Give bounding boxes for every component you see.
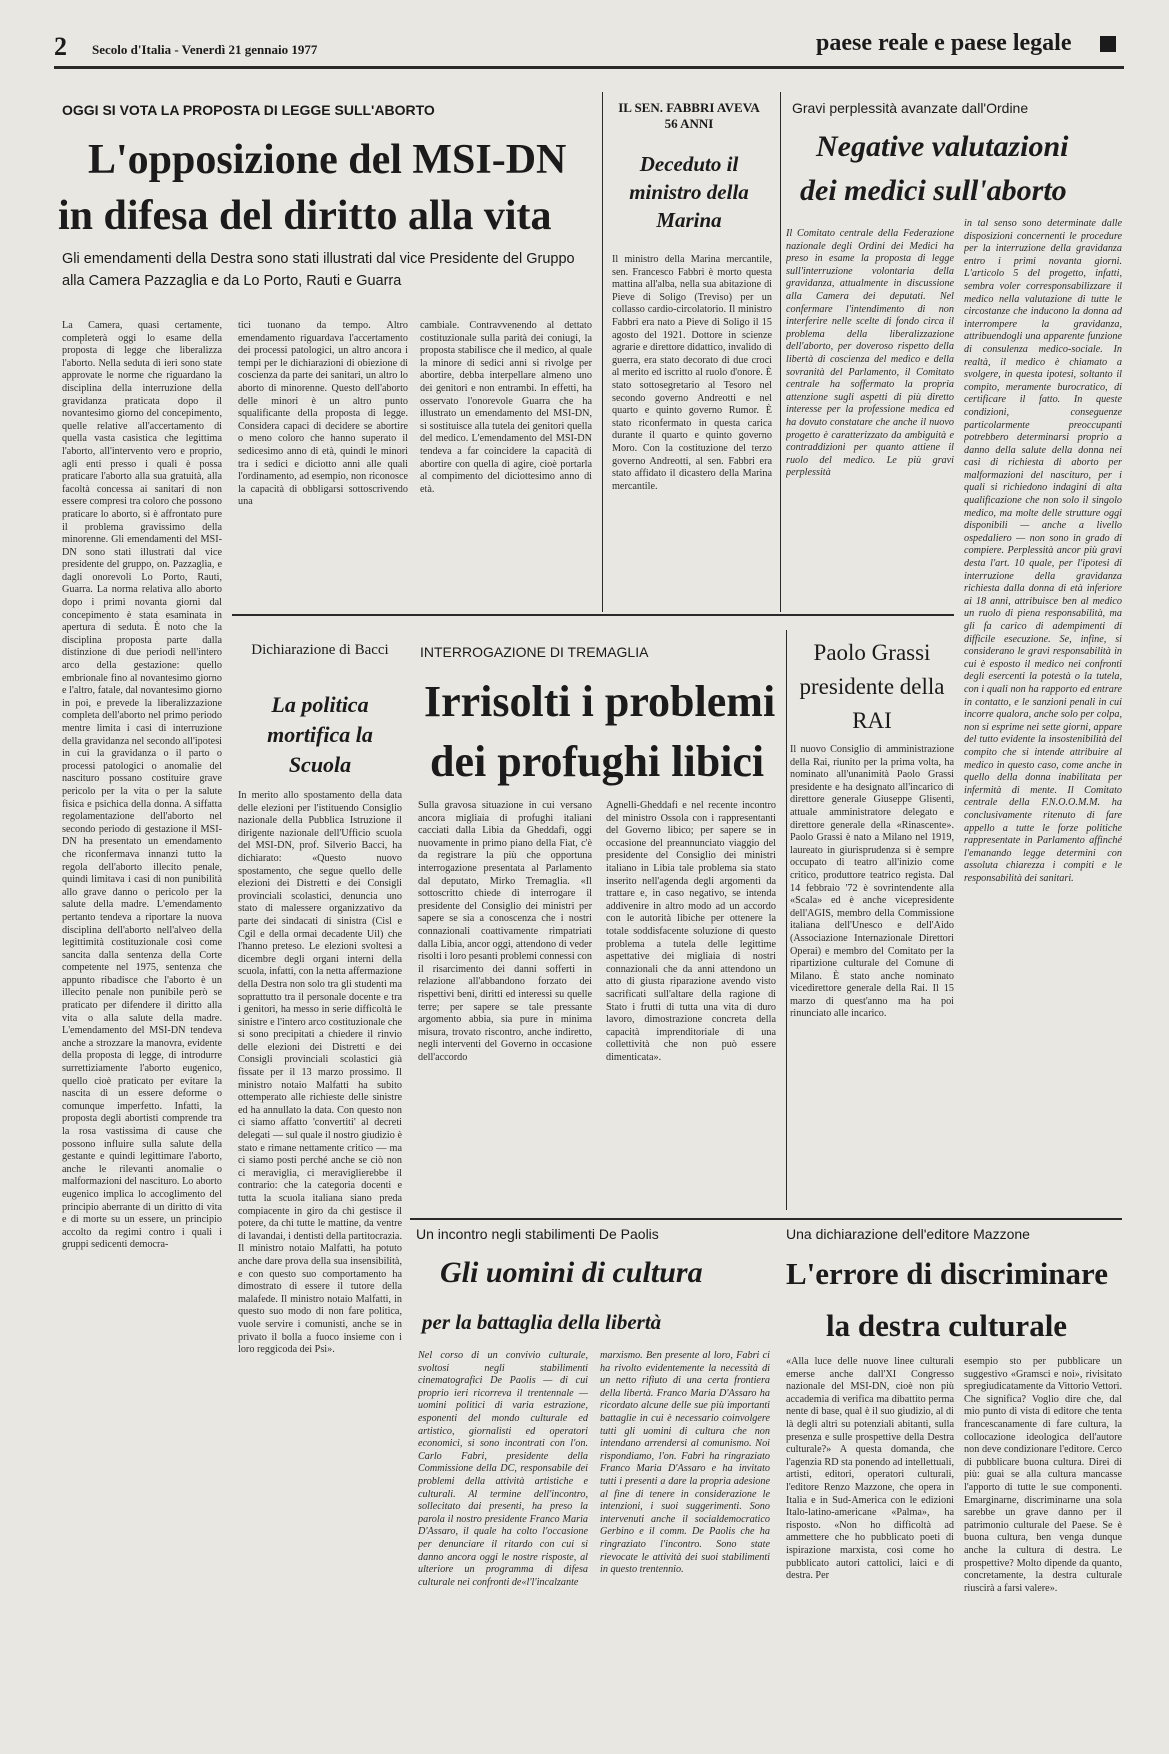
mazzone-kicker: Una dichiarazione dell'editore Mazzone bbox=[786, 1226, 1030, 1242]
bacci-body: In merito allo spostamento della data delle elezioni per l'istituendo Consiglio nazionale della Pubblica Istruzione il dirigente nazionale dell'Ufficio scuola del MSI-DN, prof. Silverio Bacci, ha dichiarato: «Questo nuovo spostamento, che segue quello delle elezioni dei Distretti e dei Consigli provinciali scolastici, denuncia uno stato di malessere organizzativo da parte dei sindacati di sinistra (Cisl e Cgil e della ormai decadente Uil) che l'hanno preteso. Le elezioni svoltesi a dicembre degli organi interni della scuola, infatti, con la netta affermazione della Destra non solo tra gli studenti ma soprattutto tra il personale docente e tra i genitori, ha messo in serie difficoltà le sinistre e l'intero arco costituzionale che si sono precipitati a chiedere il rinvio delle elezioni dei Distretti e dei Consigli provinciali scolastici già fissate per il 13 marzo prossimo. Il ministro notaio Malfatti ha subito ottemperato alle richieste delle sinistre ed ha annullato la data. Con questo non ci siamo affatto 'convertiti' al decreti delegati — sul quale il nostro giudizio è stato e rimane nettamente critico — ma ci siamo posti perché anche se ciò non ci meraviglia, ci meraviglierebbe il contrario: che la categoria docenti e tutta la scuola italiana siano preda compiacente in giro da chi gestisce il potere, da chi tutte le mattine, da ventre di lavandai, i dentisti della partitocrazia. Il ministro notaio Malfatti, ha potuto anche dare prova della sua insensibilità, e con questo suo comportamento ha dimostrato di essere il tutore della malafede. Il ministro notaio Malfatti, in questo suo modo di non fare politica, vuole servire i comunisti, anche se in privato il bolla a fuoco insieme con i loro reggicoda dei Psi». bbox=[238, 790, 402, 1356]
main-headline-1: L'opposizione del MSI-DN bbox=[88, 137, 567, 183]
medici-headline-2: dei medici sull'aborto bbox=[800, 174, 1067, 207]
depaolis-headline-1: Gli uomini di cultura bbox=[440, 1256, 703, 1289]
paper-date: Secolo d'Italia - Venerdì 21 gennaio 1977 bbox=[92, 42, 318, 57]
divider-fabbri-medici bbox=[780, 92, 781, 612]
fabbri-body: Il ministro della Marina mercantile, sen. Francesco Fabbri è morto questa mattina all'alba, nella sua abitazione di Pieve di Soligo (Treviso) per un collasso cardio-circolatorio. Il ministro Fabbri era nato a Pieve di Soligo il 15 agosto del 1921. Dottore in scienze agrarie e direttore didattico, invalido di guerra, era stato decorato di due croci al merito ed iscritto al ruolo d'onore. È stato sottosegretario al Tesoro nel secondo governo Andreotti e nel quarto e quinto governo Rumor. È stato riconfermato in questa carica durante il quarto e quinto governo Moro. Con la costituzione del terzo governo Andreotti, al sen. Fabbri era stato affidato il dicastero della Marina mercantile. bbox=[612, 254, 772, 492]
depaolis-column-1: Nel corso di un convivio culturale, svoltosi negli stabilimenti cinematografici De Paolis — di cui proprio ieri ricorreva il trentennale — uomini politici di varia estrazione, esponenti del mondo culturale ed artistico, giornalisti ed operatori economici, si sono incontrati con l'on. Carlo Fabri, presidente della Commissione della DC, responsabile dei problemi della attività artistiche e culturali. Al termine dell'incontro, sollecitato dai presenti, ha preso la parola il nostro presidente Franco Maria D'Assaro, il quale ha colto l'occasione per denunciare il ritardo con cui si danno ancora oggi le nostre risposte, al ulteriore un programma di difesa culturale nei confronti de«l'l'incalzante bbox=[418, 1350, 588, 1588]
divider-band-1 bbox=[232, 614, 954, 616]
profughi-headline-2: dei profughi libici bbox=[430, 737, 765, 786]
mazzone-headline-1: L'errore di discriminare bbox=[786, 1256, 1109, 1291]
medici-column-1: Il Comitato centrale della Federazione nazionale degli Ordini dei Medici ha preso in esame la proposta di legge sull'interruzione volontaria della gravidanza, attualmente in discussione alla Camera dei deputati. Nel confermare l'intendimento di non interferire nelle scelte di fondo circa il problema della liberalizzazione dell'aborto, per doveroso rispetto della libertà di coscienza del medico e della sovranità del Parlamento, il Comitato centrale ha soffermato la propria attenzione sugli aspetti di più diretto interesse per la professione medica ed ha dovuto constatare che anche il nuovo progetto è caratterizzato da ambiguità e contraddizioni per quanto attiene il ruolo del medico. Le più gravi perplessità bbox=[786, 228, 954, 479]
divider-profughi-grassi bbox=[786, 630, 787, 1210]
main-column-1: La Camera, quasi certamente, completerà oggi lo esame della proposta di legge che liberalizza l'aborto. Nella seduta di ieri sono state approvate le norme che riguardano la disciplina della interruzione della gravidanza praticata dopo il novantesimo giorno del concepimento, quelle relative all'accertamento di quella vasta casistica che legittima l'aborto, all'intervento vero e proprio, agli enti presso i quali è possa praticare l'aborto alla sua gratuità, alla facoltà concessa ai sanitari di non essere compresi tra coloro che possono praticare lo aborto, si è affrontato pure il problema gravissimo della minorenne. Gli emendamenti del MSI-DN sono stati illustrati dal vice presidente del gruppo, on. Pazzaglia, e dagli onorevoli Lo Porto, Rauti, Guarra. La norma relativa allo aborto dopo i primi novanta giorni dal concepimento è stata esaminata in apertura di seduta. È noto che la disciplina proposta parte dalla distinzione di due periodi nell'intero arco della gestazione: quello embrionale fino al novantesimo giorno e l'altro, fatale, dal novantesimo giorno in poi, e prevede la liberalizzazione completa dell'aborto nel primo periodo mentre limita i casi di interruzione della gravidanza nel secondo all'ipotesi in cui la gravidanza o il parto o processi patologici o anomalie del nascituro possano costituire grave pericolo per la vita o per la salute fisica e psichica della donna. A siffatta regolamentazione dell'aborto nel secondo periodo di gestazione il MSI-DN ha presentato un emendamento che riconfermava innanzi tutto la regola dell'aborto illecito penale, quindi limitava i casi di non punibilità allo grave danno o pericolo per la salute della madre. L'emendamento pertanto tendeva a riportare la nuova disciplina dell'aborto nell'alveo della legittimità costituzionale così come sancita dalla sentenza della Corte competente nel 1975, sentenza che appunto ribadisce che l'aborto è un illecito penale non punibile però se praticato per difendere il diritto alla vita o alla salute della madre. L'emendamento del MSI-DN tendeva anche a strozzare la manovra, evidente della proposta di legge, di introdurre surrettiziamente l'aborto eugenico, quello cioè praticato per evitare la nascita di un essere deforme o comunque imperfetto. Infatti, la proposta degli abortisti comprende tra la rosa vastissima di cause che possono influire sulla salute della gestante e quindi legittimare l'aborto, anche le rilevanti anomalie o malformazioni del nascituro. Lo aborto eugenico implica lo accoglimento del principio aberrante di un diritto di vita e di morte su un essere, un principio accolto da regimi contro i quali i gruppi sedicenti democra- bbox=[62, 320, 222, 1251]
main-headline-2: in difesa del diritto alla vita bbox=[58, 193, 552, 239]
main-column-3: cambiale. Contravvenendo al dettato costituzionale sulla parità dei coniugi, la proposta stabilisce che il medico, al quale la minore di sedici anni si rivolge per abortire, debba interpellare almeno uno dei genitori e non entrambi. In effetti, ha osservato l'onorevole Guarra che ha illustrato un emendamento del MSI-DN, si sostituisce alla tutela dei genitori quella del medico. L'emendamento del MSI-DN tendeva a far coincidere la capacità di abortire con quella di agire, cioè portarla al compimento del diciottesimo anno di età. bbox=[420, 320, 592, 495]
medici-kicker: Gravi perplessità avanzate dall'Ordine bbox=[792, 100, 1029, 116]
profughi-headline-1: Irrisolti i problemi bbox=[424, 677, 776, 726]
mazzone-column-1: «Alla luce delle nuove linee culturali emerse anche dall'XI Congresso nazionale del MSI-DN, cioè non più accademia di verifica ma dibattito perma nente di base, qual è il suo giudizio, al di là degli altri su potenziali abitanti, sulla presenza e sulle prospettive della Destra culturale?» A questa domanda, che l'agenzia RD sta ponendo ad intellettuali, artisti, editori, operatori culturali, l'editore Renzo Mazzone, che opera in Italia e in Sud-America con le edizioni Italo-latino-americane «Palma», ha risposto. «Non ho difficoltà ad ammettere che ho pubblicato poeti di ispirazione marxista, così come ho pubblicato autori cattolici, laici e di destra. Per bbox=[786, 1356, 954, 1582]
section-marker-icon bbox=[1100, 36, 1116, 52]
profughi-column-2: Agnelli-Gheddafi e nel recente incontro del ministro Ossola con i rappresentanti del Governo libico; per sapere se in occasione del preannunciato viaggio del presidente del Consiglio dei ministri italiano in Libia tale problema sia stato inserito nell'agenda degli argomenti da trattare e, in caso negativo, se intenda addivenire in altro modo ad un accordo con le autorità libiche per ottenere la totale soddisfacente soluzione di questo problema a tutela delle legittime aspettative dei migliaia di nostri connazionali che da anni attendono un atto di giusta riparazione avendo visto sacrificati sull'altare della ragione di Stato i frutti di tutta una vita di duro lavoro, dimostrazione concreta della capacità imprenditoriale di una collettività che non può essere dimenticata». bbox=[606, 800, 776, 1063]
grassi-body: Il nuovo Consiglio di amministrazione della Rai, riunito per la prima volta, ha nominato all'unanimità Paolo Grassi presidente e ha designato all'incarico di direttore generale Giuseppe Glisenti, attuale amministratore delegato e direttore generale della «Rinascente». Paolo Grassi è nato a Milano nel 1919, laureato in giurisprudenza si è sempre occupato di teatro all'inizio come critico, produttore teatrico regista. Dal 14 febbraio '72 è sovrintendente alla «Scala» ed è anche vicepresidente dell'AGIS, membro della Commissione italiana dell'Unesco e dell'Aido (Associazione Internazionale Direttori Operai) e membro del Comitato per la ripartizione culturale del Comune di Milano. È stato anche nominato vicedirettore generale della Rai. Il 15 marzo di quest'anno ma ha poi rinunciato alle incarico. bbox=[790, 744, 954, 1020]
bacci-kicker: Dichiarazione di Bacci bbox=[251, 642, 389, 658]
medici-headline-1: Negative valutazioni bbox=[816, 130, 1069, 163]
depaolis-kicker: Un incontro negli stabilimenti De Paolis bbox=[416, 1226, 659, 1242]
medici-column-2: in tal senso sono determinate dalle disposizioni concernenti le procedure per la interruzione della gravidanza entro i primi novanta giorni. L'articolo 5 del progetto, infatti, sembra voler corresponsabilizzare il medico nella valutazione di tutte le circostanze che inducono la donna ad interrompere la gravidanza, attribuendogli una apparente funzione di consulenza medico-sociale. In realtà, il medico è chiamato a svolgere, in questa ipotesi, soltanto il compito, meramente burocratico, di certificare il fatto. In queste condizioni, conseguenze particolarmente preoccupanti potrebbero determinarsi proprio a danno della salute della donna nei casi di richiesta di aborto per malformazioni del nascituro, per i quali si richiedono indagini di alta qualificazione che non solo il singolo medico, ma molte delle strutture oggi disponibili — anche a livello ospedaliero — non sono in grado di compiere. Perplessità ancor più gravi desta l'art. 10 quale, per l'ipotesi di interruzione della gravidanza richiesta dalla donna di età inferiore ai 18 anni, attribuisce ben al medico un ruolo di piena responsabilità, ma gli fa carico di adempimenti di difficile esecuzione. Se, infine, si considerano le gravi responsabilità in cui è esposto il medico nei confronti degli esercenti la potestà o la tutela, con i quali non ha rapporto ed entrare in contatto, e le sanzioni penali in cui incorre qualora, anche solo per colpa, non si esprime nei sette giorni, appare del tutto evidente la insostenibilità del compito che si intende attribuire al medico in questo caso, come anche in quello della donna inabilitata per infermità di mente. Il Comitato centrale della F.N.O.O.M.M. ha conclusivamente ritenuto di fare appello a tutte le forze politiche rappresentate in Parlamento affinché l'emanando legge determini con assoluta chiarezza i compiti e le responsabilità dei sanitari. bbox=[964, 218, 1122, 884]
divider-band-2 bbox=[410, 1218, 1122, 1220]
fabbri-headline: Deceduto il ministro della Marina bbox=[629, 152, 749, 232]
divider-main-fabbri bbox=[602, 92, 603, 612]
section-title: paese reale e paese legale bbox=[816, 30, 1072, 56]
mazzone-headline-2: la destra culturale bbox=[826, 1308, 1068, 1343]
main-subhead: Gli emendamenti della Destra sono stati illustrati dal vice Presidente del Gruppo alla Camera Pazzaglia e da Lo Porto, Rauti e Guarra bbox=[62, 251, 575, 289]
profughi-kicker: INTERROGAZIONE DI TREMAGLIA bbox=[420, 644, 649, 660]
profughi-column-1: Sulla gravosa situazione in cui versano ancora migliaia di profughi italiani cacciati dalla Libia da Gheddafi, oggi nuovamente in primo piano della Fiat, c'è da registrare la più che opportuna interrogazione presentata al Parlamento dal deputato, Mirko Tremaglia. «Il sottoscritto chiede di interrogare il presidente del Consiglio dei ministri per sapere se sia a conoscenza che i nostri connazionali coattivamente rimpatriati dalla Libia, ancor oggi, attendono di veder risolti i loro pesanti problemi connessi con il risarcimento dei danni sofferti in relazione all'abbandono forzato dei rispettivi beni, diritti ed interessi su quelle terre; per sapere se tale pressante argomento abbia, sia pure in minima misura, trovato riscontro, anche indiretto, negli interventi del Governo in occasione dell'accordo bbox=[418, 800, 592, 1063]
mazzone-column-2: esempio sto per pubblicare un suggestivo «Gramsci e noi», rivisitato spregiudicatamente da Vittorio Vettori. Che significa? Voglio dire che, dal mio punto di vista di editore che tenta francescanamente di fare cultura, la collocazione ideologica dell'autore non deve condizionare l'editore. Cerco di pubblicare buona cultura. Direi di più: guai se alla cultura mancasse l'apporto di tutte le sue componenti. Emarginarne, discriminarne una sola sarebbe un grave danno per il patrimonio culturale del Paese. Se è buona cultura, ben venga dunque anche la cultura di destra. Le prospettive? Molto dipende da quanto, concretamente, la destra culturale riuscirà a farsi valere». bbox=[964, 1356, 1122, 1594]
bacci-headline: La politica mortifica la Scuola bbox=[267, 692, 373, 777]
depaolis-column-2: marxismo. Ben presente al loro, Fabri ci ha rivolto evidentemente la necessità di un netto rifiuto di una certa frontiera della libertà. Franco Maria D'Assaro ha ricordato alcune delle sue più importanti battaglie in cui è necessario coinvolgere tutti gli uomini di cultura che non intendano arrendersi al comunismo. Noi rispondiamo, l'on. Fabri ha ringraziato Franco Maria D'Assaro e ha invitato tutti i presenti a dare la propria adesione al fine di tenere in considerazione le intenzioni, i suoi suggerimenti. Sono intervenuti anche il socialdemocratico Gerbino e il comm. De Paolis che ha ringraziato l'incontro. Sono state rievocate le attività dei suoi stabilimenti in questo trentennio. bbox=[600, 1350, 770, 1576]
grassi-headline: Paolo Grassi presidente della RAI bbox=[799, 640, 945, 733]
fabbri-kicker: IL SEN. FABBRI AVEVA 56 ANNI bbox=[618, 100, 760, 131]
main-kicker: OGGI SI VOTA LA PROPOSTA DI LEGGE SULL'ABORTO bbox=[62, 102, 435, 118]
page-number: 2 bbox=[54, 32, 67, 61]
depaolis-headline-2: per la battaglia della libertà bbox=[422, 1310, 662, 1334]
header-rule bbox=[54, 66, 1124, 69]
main-column-2: tici tuonano da tempo. Altro emendamento riguardava l'accertamento dei processi patologici, un altro ancora i tempi per le dichiarazioni di obiezione di coscienza da parte dei sanitari, un altro lo aborto di minorenne. Questo dell'aborto delle minori è un altro punto squalificante della proposta di legge. Considera capaci di decidere se abortire o meno coloro che hanno superato il sedicesimo anno di età, quindi le minori tra i sedici e diciotto anni alle quali l'ordinamento, ad esempio, non riconosce la capacità di obbligarsi sottoscrivendo una bbox=[238, 320, 408, 508]
